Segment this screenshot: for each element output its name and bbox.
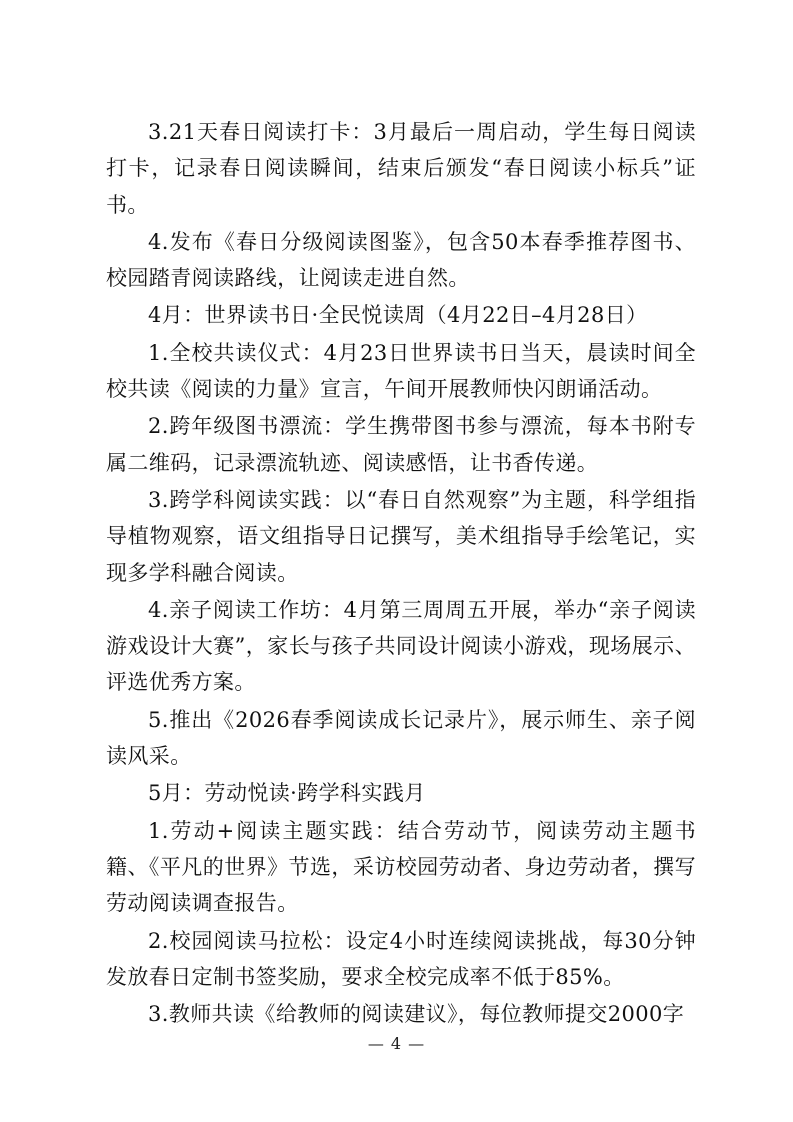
paragraph-may-heading: 5月：劳动悦读·跨学科实践月 (148, 781, 426, 806)
paragraph-reading-marathon: 2.校园阅读马拉松：设定4小时连续阅读挑战，每30分钟发放春日定制书签奖励，要求全校完成率不低于85%。 (106, 928, 696, 989)
paragraph-spring-checkin: 3.21天春日阅读打卡：3月最后一周启动，学生每日阅读打卡，记录春日阅读瞬间，结束后颁发“春日阅读小标兵”证书。 (106, 120, 696, 217)
paragraph-parent-child-workshop: 4.亲子阅读工作坊：4月第三周周五开展，举办“亲子阅读游戏设计大赛”，家长与孩子共同设计阅读小游戏，现场展示、评选优秀方案。 (106, 597, 696, 695)
paragraph-april-heading: 4月：世界读书日·全民悦读周（4月22日–4月28日） (148, 303, 648, 328)
paragraph-interdisciplinary-reading: 3.跨学科阅读实践：以“春日自然观察”为主题，科学组指导植物观察，语文组指导日记撰写，美术组指导手绘笔记，实现多学科融合阅读。 (106, 487, 696, 585)
paragraph-teacher-shared-reading: 3.教师共读《给教师的阅读建议》，每位教师提交2000字 (148, 1002, 685, 1027)
paragraph-labor-reading: 1.劳动+阅读主题实践：结合劳动节，阅读劳动主题书籍、《平凡的世界》节选，采访校园劳动者、身边劳动者，撰写劳动阅读调查报告。 (106, 818, 696, 916)
paragraph-graded-reading-guide: 4.发布《春日分级阅读图鉴》，包含50本春季推荐图书、校园踏青阅读路线，让阅读走进自然。 (106, 229, 696, 291)
paragraph-book-drifting: 2.跨年级图书漂流：学生携带图书参与漂流，每本书附专属二维码，记录漂流轨迹、阅读感悟，让书香传递。 (106, 414, 696, 475)
page-number: — 4 — (367, 1034, 426, 1053)
paragraph-reading-documentary: 5.推出《2026春季阅读成长记录片》，展示师生、亲子阅读风采。 (106, 707, 696, 769)
document-body (106, 114, 696, 1033)
paragraph-school-reading-ceremony: 1.全校共读仪式：4月23日世界读书日当天，晨读时间全校共读《阅读的力量》宣言，午间开展教师快闪朗诵活动。 (106, 340, 696, 402)
